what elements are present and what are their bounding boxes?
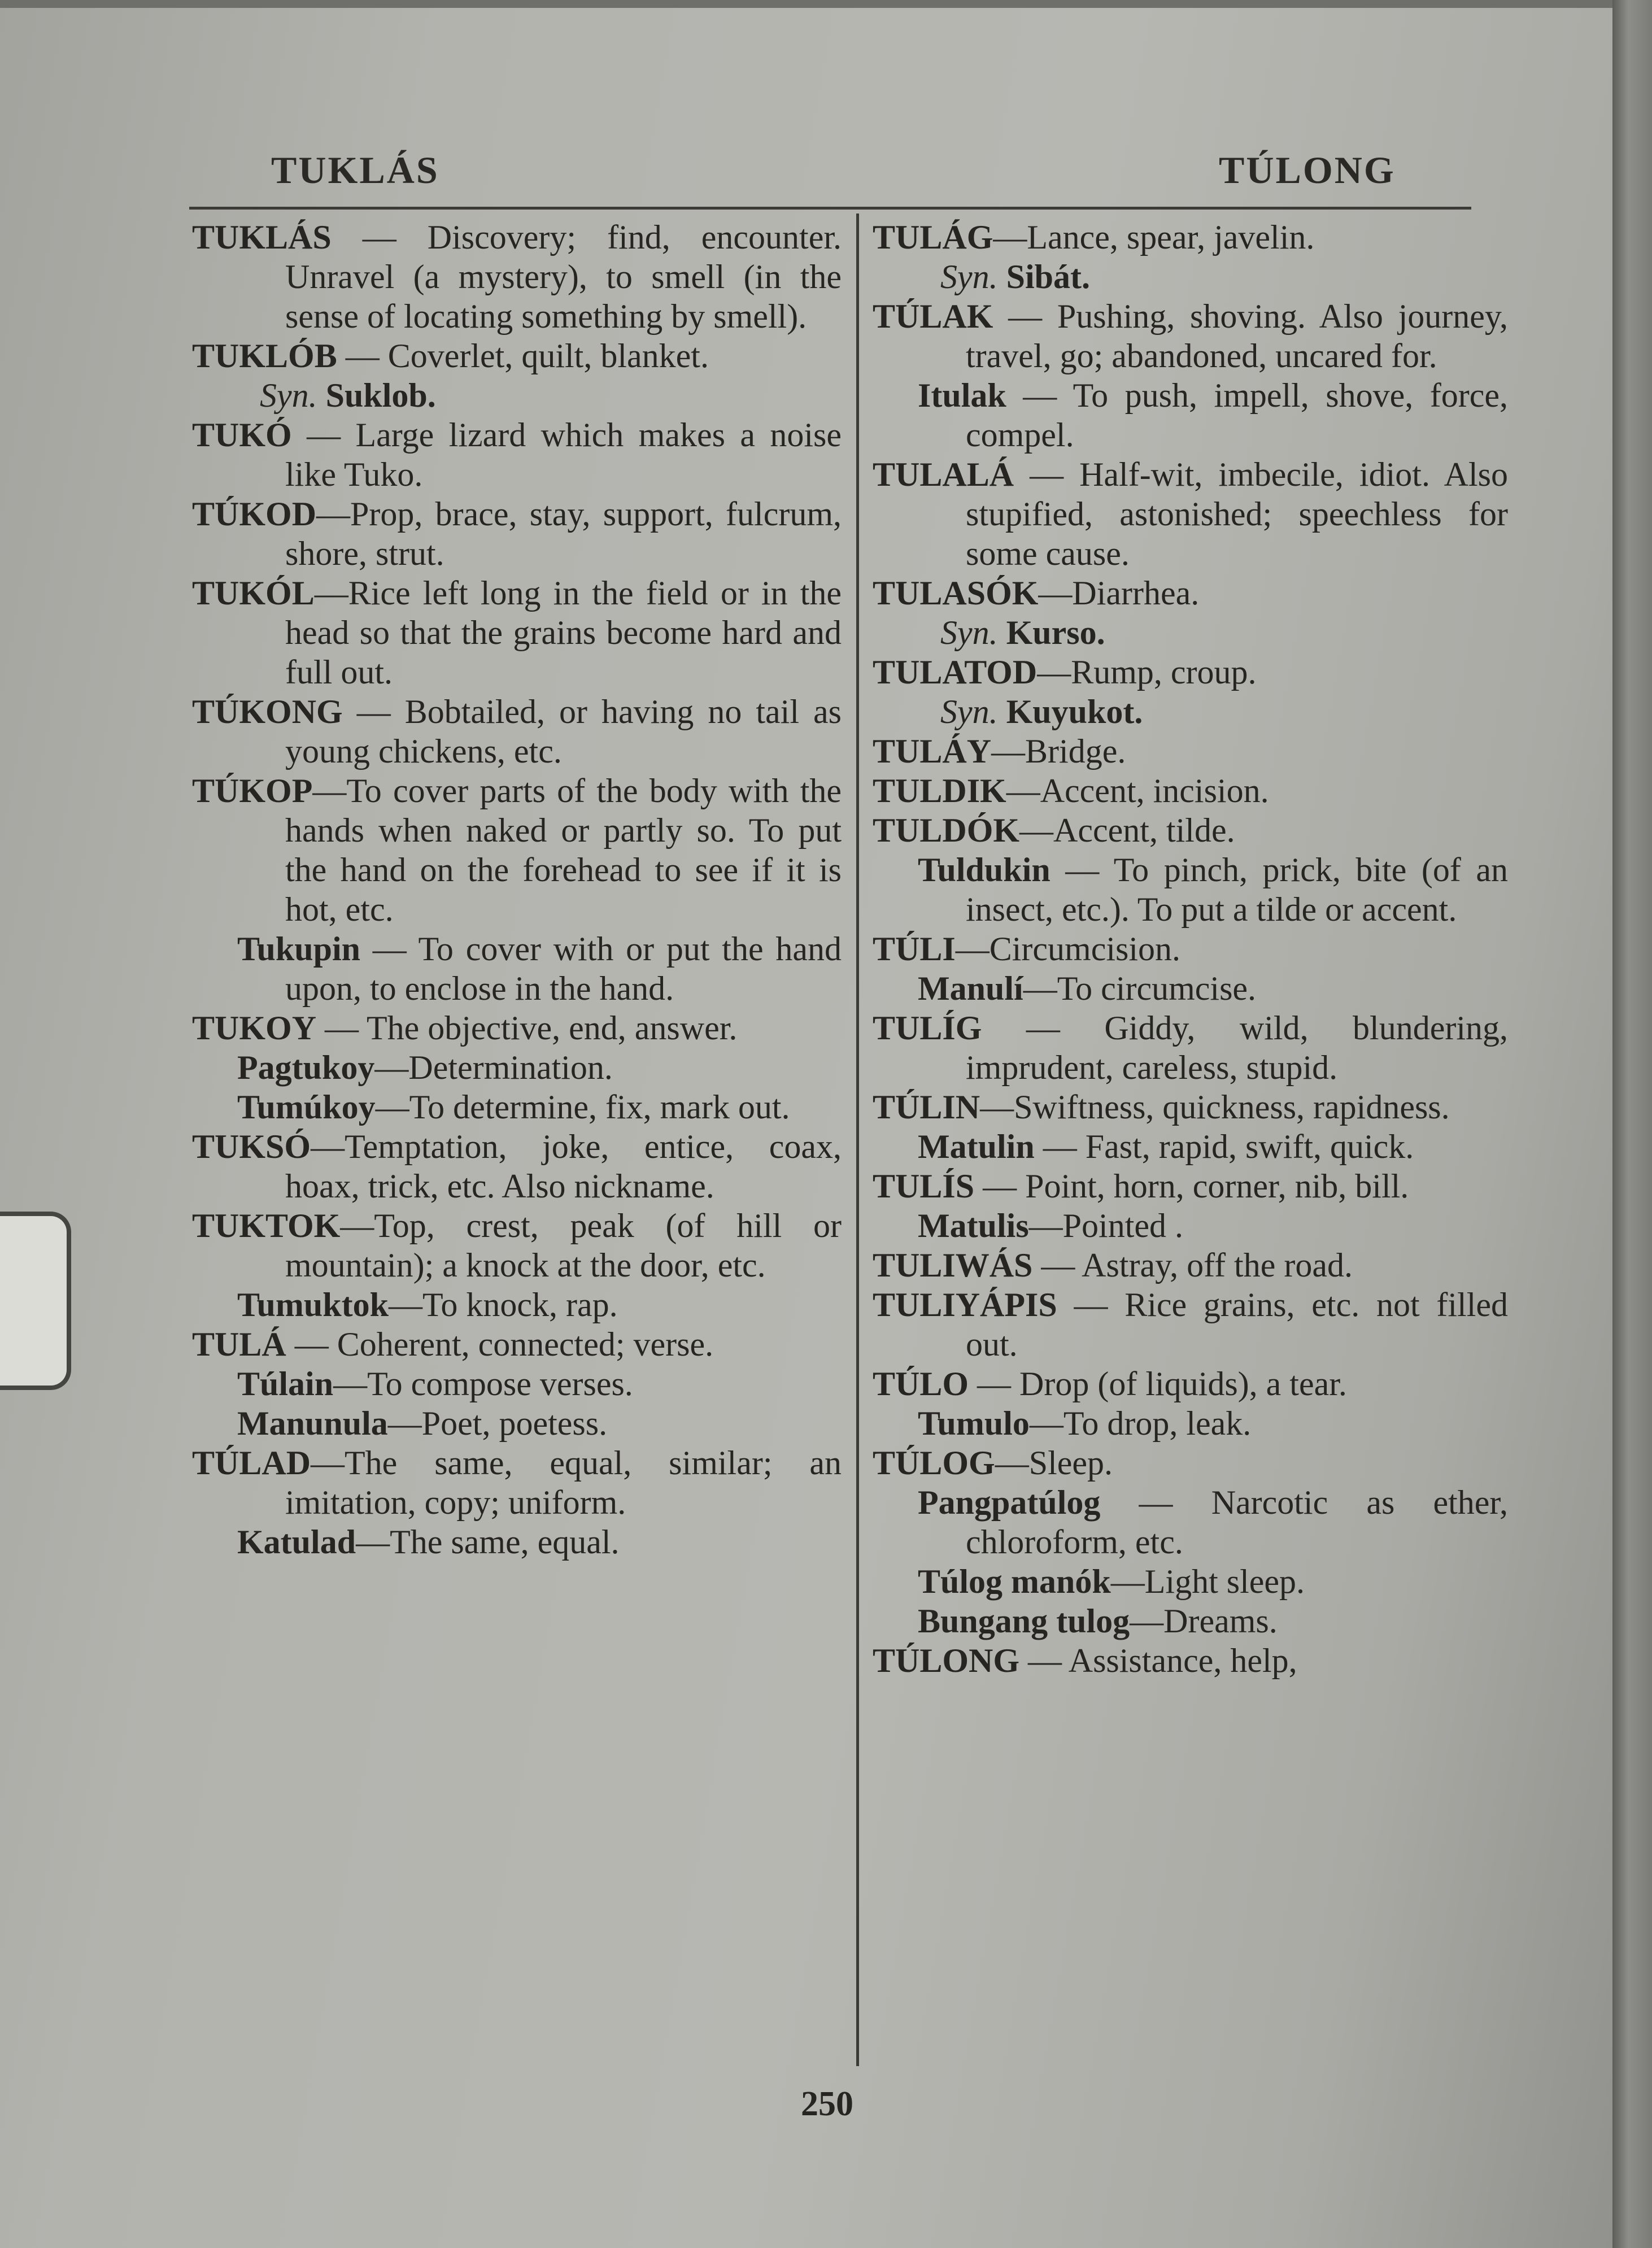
entry-item <box>192 1443 842 1522</box>
headword: TUKÓ <box>192 416 292 454</box>
headword: TUKOY <box>192 1009 317 1047</box>
definition: —Prop, brace, stay, support, fulcrum, shore, strut. <box>285 495 842 572</box>
sub-entry-item <box>873 1601 1508 1641</box>
definition: —Light sleep. <box>1110 1563 1305 1600</box>
running-header-left: TUKLÁS <box>271 149 439 191</box>
right-column <box>873 217 1508 1680</box>
definition: — Assistance, help, <box>1019 1642 1297 1679</box>
sub-entry-item <box>192 1522 842 1562</box>
definition: —Sleep. <box>995 1444 1113 1482</box>
definition: —Top, crest, peak (of hill or mountain); a knock at the door, etc. <box>285 1207 842 1284</box>
entry-item <box>192 1325 842 1364</box>
synonym-item <box>192 376 842 415</box>
headword: Matulis <box>918 1207 1029 1244</box>
page-top-edge <box>0 0 1652 8</box>
entry-item <box>873 652 1508 692</box>
headword: TULDIK <box>873 772 1006 809</box>
headword: TÚKOD <box>192 495 317 533</box>
synonym-label: Syn. <box>940 614 998 651</box>
headword: TÚLOG <box>873 1444 995 1482</box>
definition: —Swiftness, quickness, rapidness. <box>980 1088 1450 1126</box>
headword: TÚKONG <box>192 693 343 730</box>
entry-item <box>192 771 842 929</box>
entry-item <box>873 1443 1508 1483</box>
headword: TÚLAK <box>873 298 993 335</box>
entry-item <box>873 217 1508 257</box>
entry-item <box>873 1008 1508 1087</box>
definition: —Poet, poetess. <box>387 1405 608 1442</box>
entry-item <box>192 415 842 494</box>
definition: — The objective, end, answer. <box>316 1009 738 1047</box>
sub-entry-item <box>873 1127 1508 1166</box>
synonym-word: Kurso. <box>997 614 1105 651</box>
definition: —The same, equal. <box>356 1523 620 1561</box>
sub-entry-item <box>192 1404 842 1443</box>
definition: — Point, horn, corner, nib, bill. <box>974 1167 1409 1205</box>
synonym-label: Syn. <box>940 258 998 295</box>
headword: TÚLO <box>873 1365 969 1402</box>
definition: —To circumcise. <box>1023 970 1257 1007</box>
entry-item <box>192 494 842 573</box>
sub-entry-item <box>873 1206 1508 1245</box>
definition: — Half-wit, imbecile, idiot. Also stupified, astonished; speechless for some cause. <box>966 456 1508 572</box>
headword: TULÁG <box>873 219 993 256</box>
definition: —Lance, spear, javelin. <box>993 219 1315 256</box>
synonym-item <box>873 613 1508 652</box>
entry-item <box>873 1364 1508 1404</box>
header-rule <box>189 207 1471 210</box>
definition: — Fast, rapid, swift, quick. <box>1034 1128 1414 1165</box>
definition: —Rump, croup. <box>1037 654 1257 691</box>
headword: TULÁY <box>873 733 992 770</box>
entry-item <box>873 573 1508 613</box>
headword: TÚLIN <box>873 1088 980 1126</box>
headword: Tumúkoy <box>237 1088 376 1126</box>
definition: — To pinch, prick, bite (of an insect, etc.). To put a tilde or accent. <box>966 851 1508 928</box>
sub-entry-item <box>873 850 1508 929</box>
headword: Tukupin <box>237 930 361 968</box>
synonym-word: Sibát. <box>997 258 1091 295</box>
definition: —Bridge. <box>991 733 1126 770</box>
entry-item <box>192 1206 842 1285</box>
definition: —Rice left long in the field or in the head so that the grains become hard and full out. <box>285 574 842 691</box>
headword: TULIYÁPIS <box>873 1286 1057 1323</box>
headword: TULDÓK <box>873 812 1020 849</box>
headword: TUKLÓB <box>192 337 337 374</box>
headword: Manunula <box>237 1405 388 1442</box>
headword: TÚKOP <box>192 772 313 809</box>
headword: TUKÓL <box>192 574 315 612</box>
entry-item <box>192 336 842 376</box>
headword: Matulin <box>918 1128 1035 1165</box>
entry-item <box>873 1285 1508 1364</box>
entry-item <box>873 1641 1508 1680</box>
headword: Tumulo <box>918 1405 1030 1442</box>
headword: Tumuktok <box>237 1286 389 1323</box>
definition: —To knock, rap. <box>388 1286 618 1323</box>
definition: —Accent, tilde. <box>1019 812 1235 849</box>
sub-entry-item <box>192 1048 842 1087</box>
headword: TULASÓK <box>873 574 1039 612</box>
synonym-label: Syn. <box>260 377 317 414</box>
headword: Manulí <box>918 970 1023 1007</box>
entry-item <box>192 1127 842 1206</box>
entry-item <box>873 929 1508 969</box>
definition: — Pushing, shoving. Also journey, travel, go; abandoned, uncared for. <box>966 298 1508 374</box>
synonym-item <box>873 692 1508 731</box>
definition: —Temptation, joke, entice, coax, hoax, trick, etc. Also nickname. <box>285 1128 842 1205</box>
sub-entry-item <box>192 1087 842 1127</box>
headword: Túlog manók <box>918 1563 1111 1600</box>
headword: TUKTOK <box>192 1207 341 1244</box>
definition: — Discovery; find, encounter. Unravel (a mystery), to smell (in the sense of locating something by smell). <box>285 219 842 335</box>
headword: Itulak <box>918 377 1006 414</box>
headword: TULÍG <box>873 1009 982 1047</box>
headword: TÚLI <box>873 930 956 968</box>
definition: — Large lizard which makes a noise like Tuko. <box>285 416 842 493</box>
definition: —To determine, fix, mark out. <box>375 1088 790 1126</box>
entry-item <box>192 1008 842 1048</box>
headword: Katulad <box>237 1523 356 1561</box>
headword: TULÁ <box>192 1326 286 1363</box>
sub-entry-item <box>873 1483 1508 1562</box>
headword: Túlain <box>237 1365 334 1402</box>
sub-entry-item <box>192 1364 842 1404</box>
definition: —Circumcision. <box>955 930 1181 968</box>
definition: — Giddy, wild, blundering, imprudent, careless, stupid. <box>966 1009 1508 1086</box>
definition: — To cover with or put the hand upon, to enclose in the hand. <box>285 930 842 1007</box>
synonym-word: Kuyukot. <box>997 693 1143 730</box>
entry-item <box>192 692 842 771</box>
sub-entry-item <box>873 1404 1508 1443</box>
page-number: 250 <box>801 2085 853 2123</box>
entry-item <box>873 1087 1508 1127</box>
headword: Tuldukin <box>918 851 1051 888</box>
headword: TUKSÓ <box>192 1128 311 1165</box>
running-header-right: TÚLONG <box>1219 149 1396 191</box>
synonym-label: Syn. <box>940 693 998 730</box>
definition: — Coherent, connected; verse. <box>286 1326 714 1363</box>
headword: Pagtukoy <box>237 1049 375 1086</box>
definition: — Drop (of liquids), a tear. <box>969 1365 1347 1402</box>
sub-entry-item <box>873 376 1508 455</box>
definition: —To drop, leak. <box>1029 1405 1252 1442</box>
headword: TÚLONG <box>873 1642 1020 1679</box>
headword: TULIWÁS <box>873 1247 1033 1284</box>
definition: —Diarrhea. <box>1038 574 1200 612</box>
entry-item <box>873 297 1508 376</box>
headword: Bungang tulog <box>918 1602 1130 1640</box>
definition: —To compose verses. <box>333 1365 633 1402</box>
entry-item <box>192 573 842 692</box>
headword: TUKLÁS <box>192 219 332 256</box>
definition: —To cover parts of the body with the hands when naked or partly so. To put the hand on the forehead to see if it is hot, etc. <box>285 772 842 928</box>
definition: — Coverlet, quilt, blanket. <box>337 337 709 374</box>
headword: TÚLAD <box>192 1444 311 1482</box>
entry-item <box>873 811 1508 850</box>
definition: — Bobtailed, or having no tail as young chickens, etc. <box>285 693 842 770</box>
entry-item <box>873 731 1508 771</box>
definition: — To push, impell, shove, force, compel. <box>966 377 1508 454</box>
headword: Pangpatúlog <box>918 1484 1101 1521</box>
sub-entry-item <box>192 929 842 1008</box>
definition: — Astray, off the road. <box>1032 1247 1353 1284</box>
headword: TULATOD <box>873 654 1038 691</box>
sub-entry-item <box>873 1562 1508 1601</box>
headword: TULÍS <box>873 1167 975 1205</box>
sub-entry-item <box>873 969 1508 1008</box>
definition: —Pointed . <box>1028 1207 1184 1244</box>
definition: — Rice grains, etc. not filled out. <box>966 1286 1508 1363</box>
definition: — Narcotic as ether, chloroform, etc. <box>966 1484 1508 1561</box>
left-column <box>192 217 842 1562</box>
definition: —The same, equal, similar; an imitation, copy; uniform. <box>285 1444 842 1521</box>
entry-item <box>873 455 1508 573</box>
definition: —Dreams. <box>1130 1602 1278 1640</box>
entry-item <box>873 1245 1508 1285</box>
column-divider <box>856 214 859 2066</box>
entry-item <box>873 1166 1508 1206</box>
entry-item <box>873 771 1508 811</box>
book-spine-edge <box>1612 0 1652 2248</box>
page-clip <box>0 1212 71 1390</box>
headword: TULALÁ <box>873 456 1014 493</box>
definition: —Accent, incision. <box>1006 772 1269 809</box>
definition: —Determination. <box>374 1049 613 1086</box>
entry-item <box>192 217 842 336</box>
sub-entry-item <box>192 1285 842 1325</box>
synonym-word: Suklob. <box>317 377 436 414</box>
synonym-item <box>873 257 1508 297</box>
